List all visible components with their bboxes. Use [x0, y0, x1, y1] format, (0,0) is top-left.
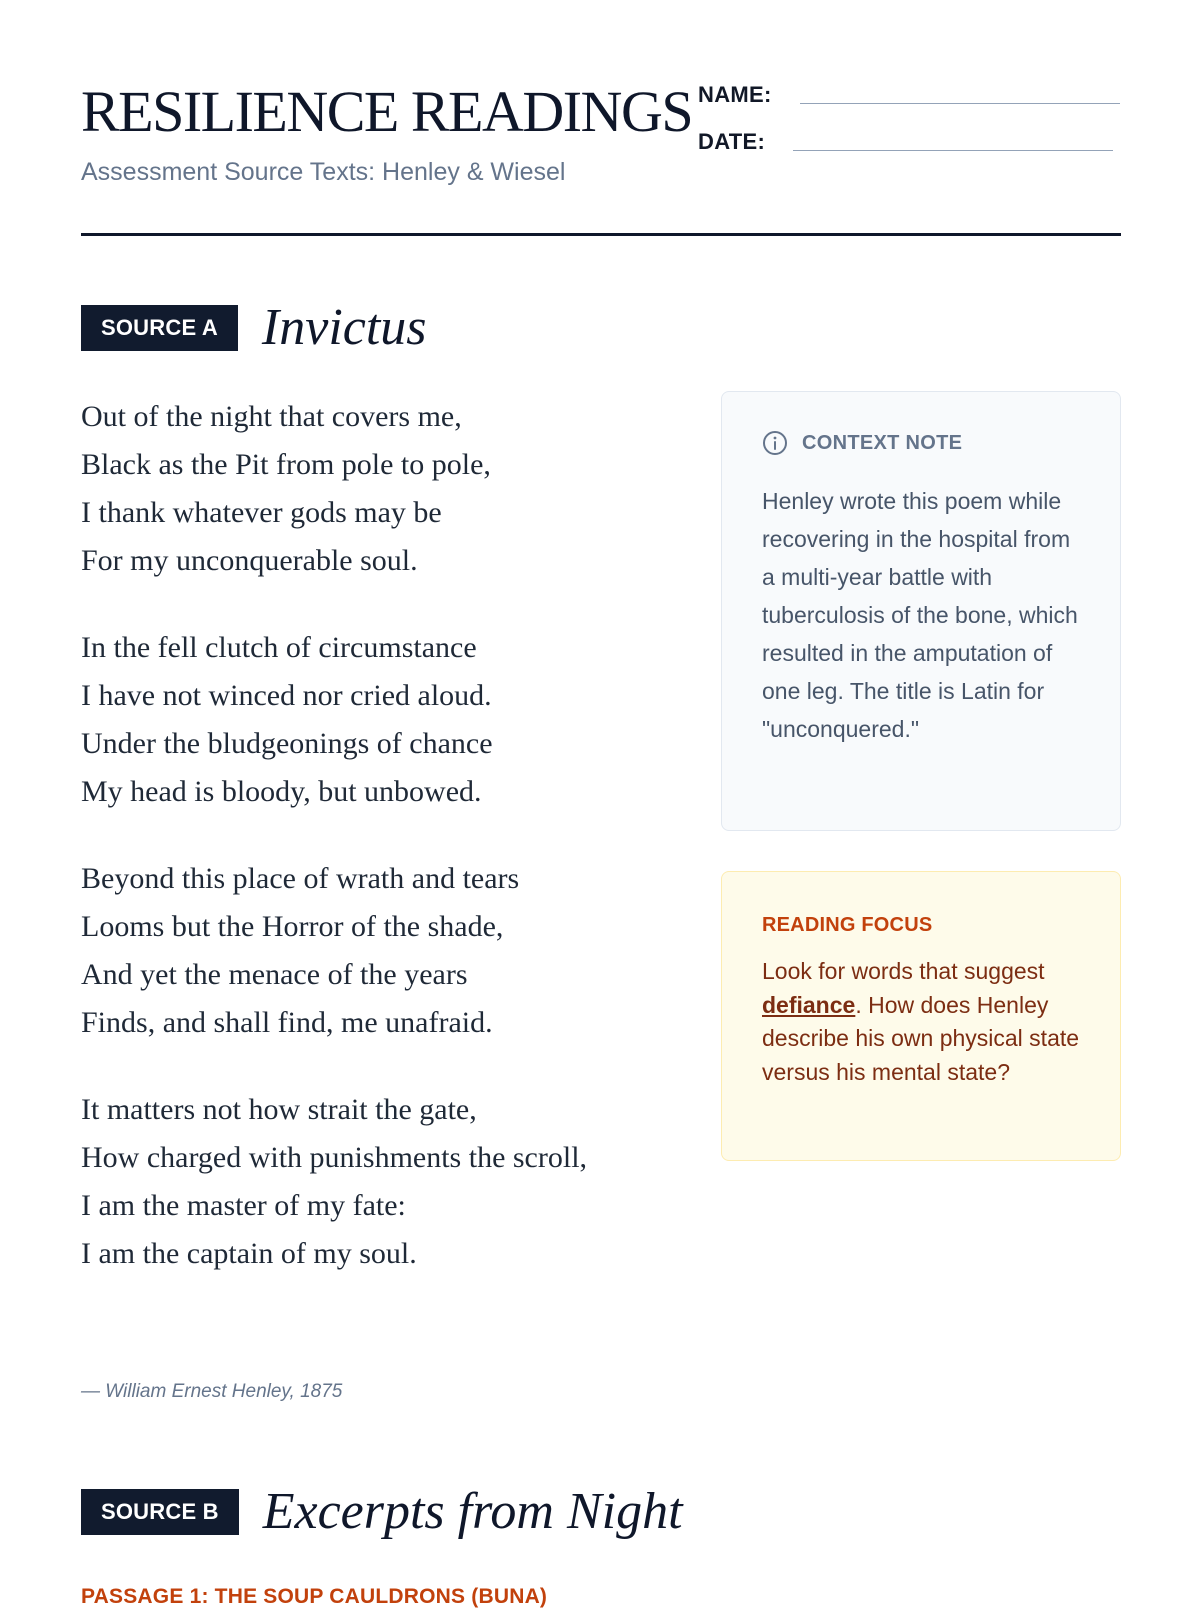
poem-line: Finds, and shall find, me unafraid. [81, 1006, 493, 1039]
source-b-title: Excerpts from Night [262, 1483, 683, 1540]
date-label: DATE: [698, 129, 766, 154]
poem-line: Under the bludgeonings of chance [81, 727, 493, 760]
source-b-badge: SOURCE B [81, 1489, 239, 1535]
source-b-header [81, 1482, 683, 1541]
reading-focus-keyword: defiance [762, 991, 856, 1018]
name-label: NAME: [698, 82, 772, 107]
page-title: RESILIENCE READINGS [81, 79, 693, 144]
page-subtitle: Assessment Source Texts: Henley & Wiesel [81, 158, 566, 186]
info-icon [762, 430, 788, 456]
name-field[interactable] [800, 102, 1120, 104]
stanza [81, 855, 641, 1047]
poem-line: I am the master of my fate: [81, 1189, 406, 1222]
poem [81, 393, 641, 1317]
poem-line: Beyond this place of wrath and tears [81, 862, 520, 895]
header-divider [81, 233, 1121, 236]
poem-line: I have not winced nor cried aloud. [81, 679, 492, 712]
poem-attribution: — William Ernest Henley, 1875 [81, 1381, 343, 1402]
context-note-heading-row [762, 430, 1080, 456]
context-note-text: Henley wrote this poem while recovering in the hospital from a multi-year battle with tuberculosis of the bone, which resulted in the amputation of one leg. The title is Latin for "unconquered." [762, 488, 1078, 742]
context-note-box [721, 391, 1121, 831]
poem-line: I thank whatever gods may be [81, 496, 442, 529]
reading-focus-text-after: . How does Henley describe his own physical state versus his mental state? [762, 991, 1080, 1085]
date-field[interactable] [793, 149, 1113, 151]
poem-line: My head is bloody, but unbowed. [81, 775, 482, 808]
poem-line: In the fell clutch of circumstance [81, 631, 477, 664]
stanza [81, 393, 641, 585]
reading-focus-heading: READING FOCUS [762, 914, 933, 936]
passage-heading: PASSAGE 1: THE SOUP CAULDRONS (BUNA) [81, 1585, 548, 1608]
poem-line: It matters not how strait the gate, [81, 1093, 477, 1126]
poem-line: How charged with punishments the scroll, [81, 1141, 588, 1174]
poem-line: Looms but the Horror of the shade, [81, 910, 504, 943]
poem-line: Out of the night that covers me, [81, 400, 462, 433]
reading-focus-text-before: Look for words that suggest [762, 958, 1045, 984]
name-row [698, 82, 1120, 108]
source-a-title: Invictus [261, 299, 427, 356]
stanza [81, 624, 641, 816]
poem-line: I am the captain of my soul. [81, 1237, 417, 1270]
context-note-heading: CONTEXT NOTE [802, 431, 963, 454]
reading-focus-text [762, 955, 1080, 1089]
poem-line: Black as the Pit from pole to pole, [81, 448, 491, 481]
source-a-header [81, 298, 427, 357]
reading-focus-box [721, 871, 1121, 1161]
poem-line: And yet the menace of the years [81, 958, 468, 991]
date-row [698, 129, 1113, 155]
stanza [81, 1086, 641, 1278]
poem-line: For my unconquerable soul. [81, 544, 418, 577]
source-a-badge: SOURCE A [81, 305, 238, 351]
